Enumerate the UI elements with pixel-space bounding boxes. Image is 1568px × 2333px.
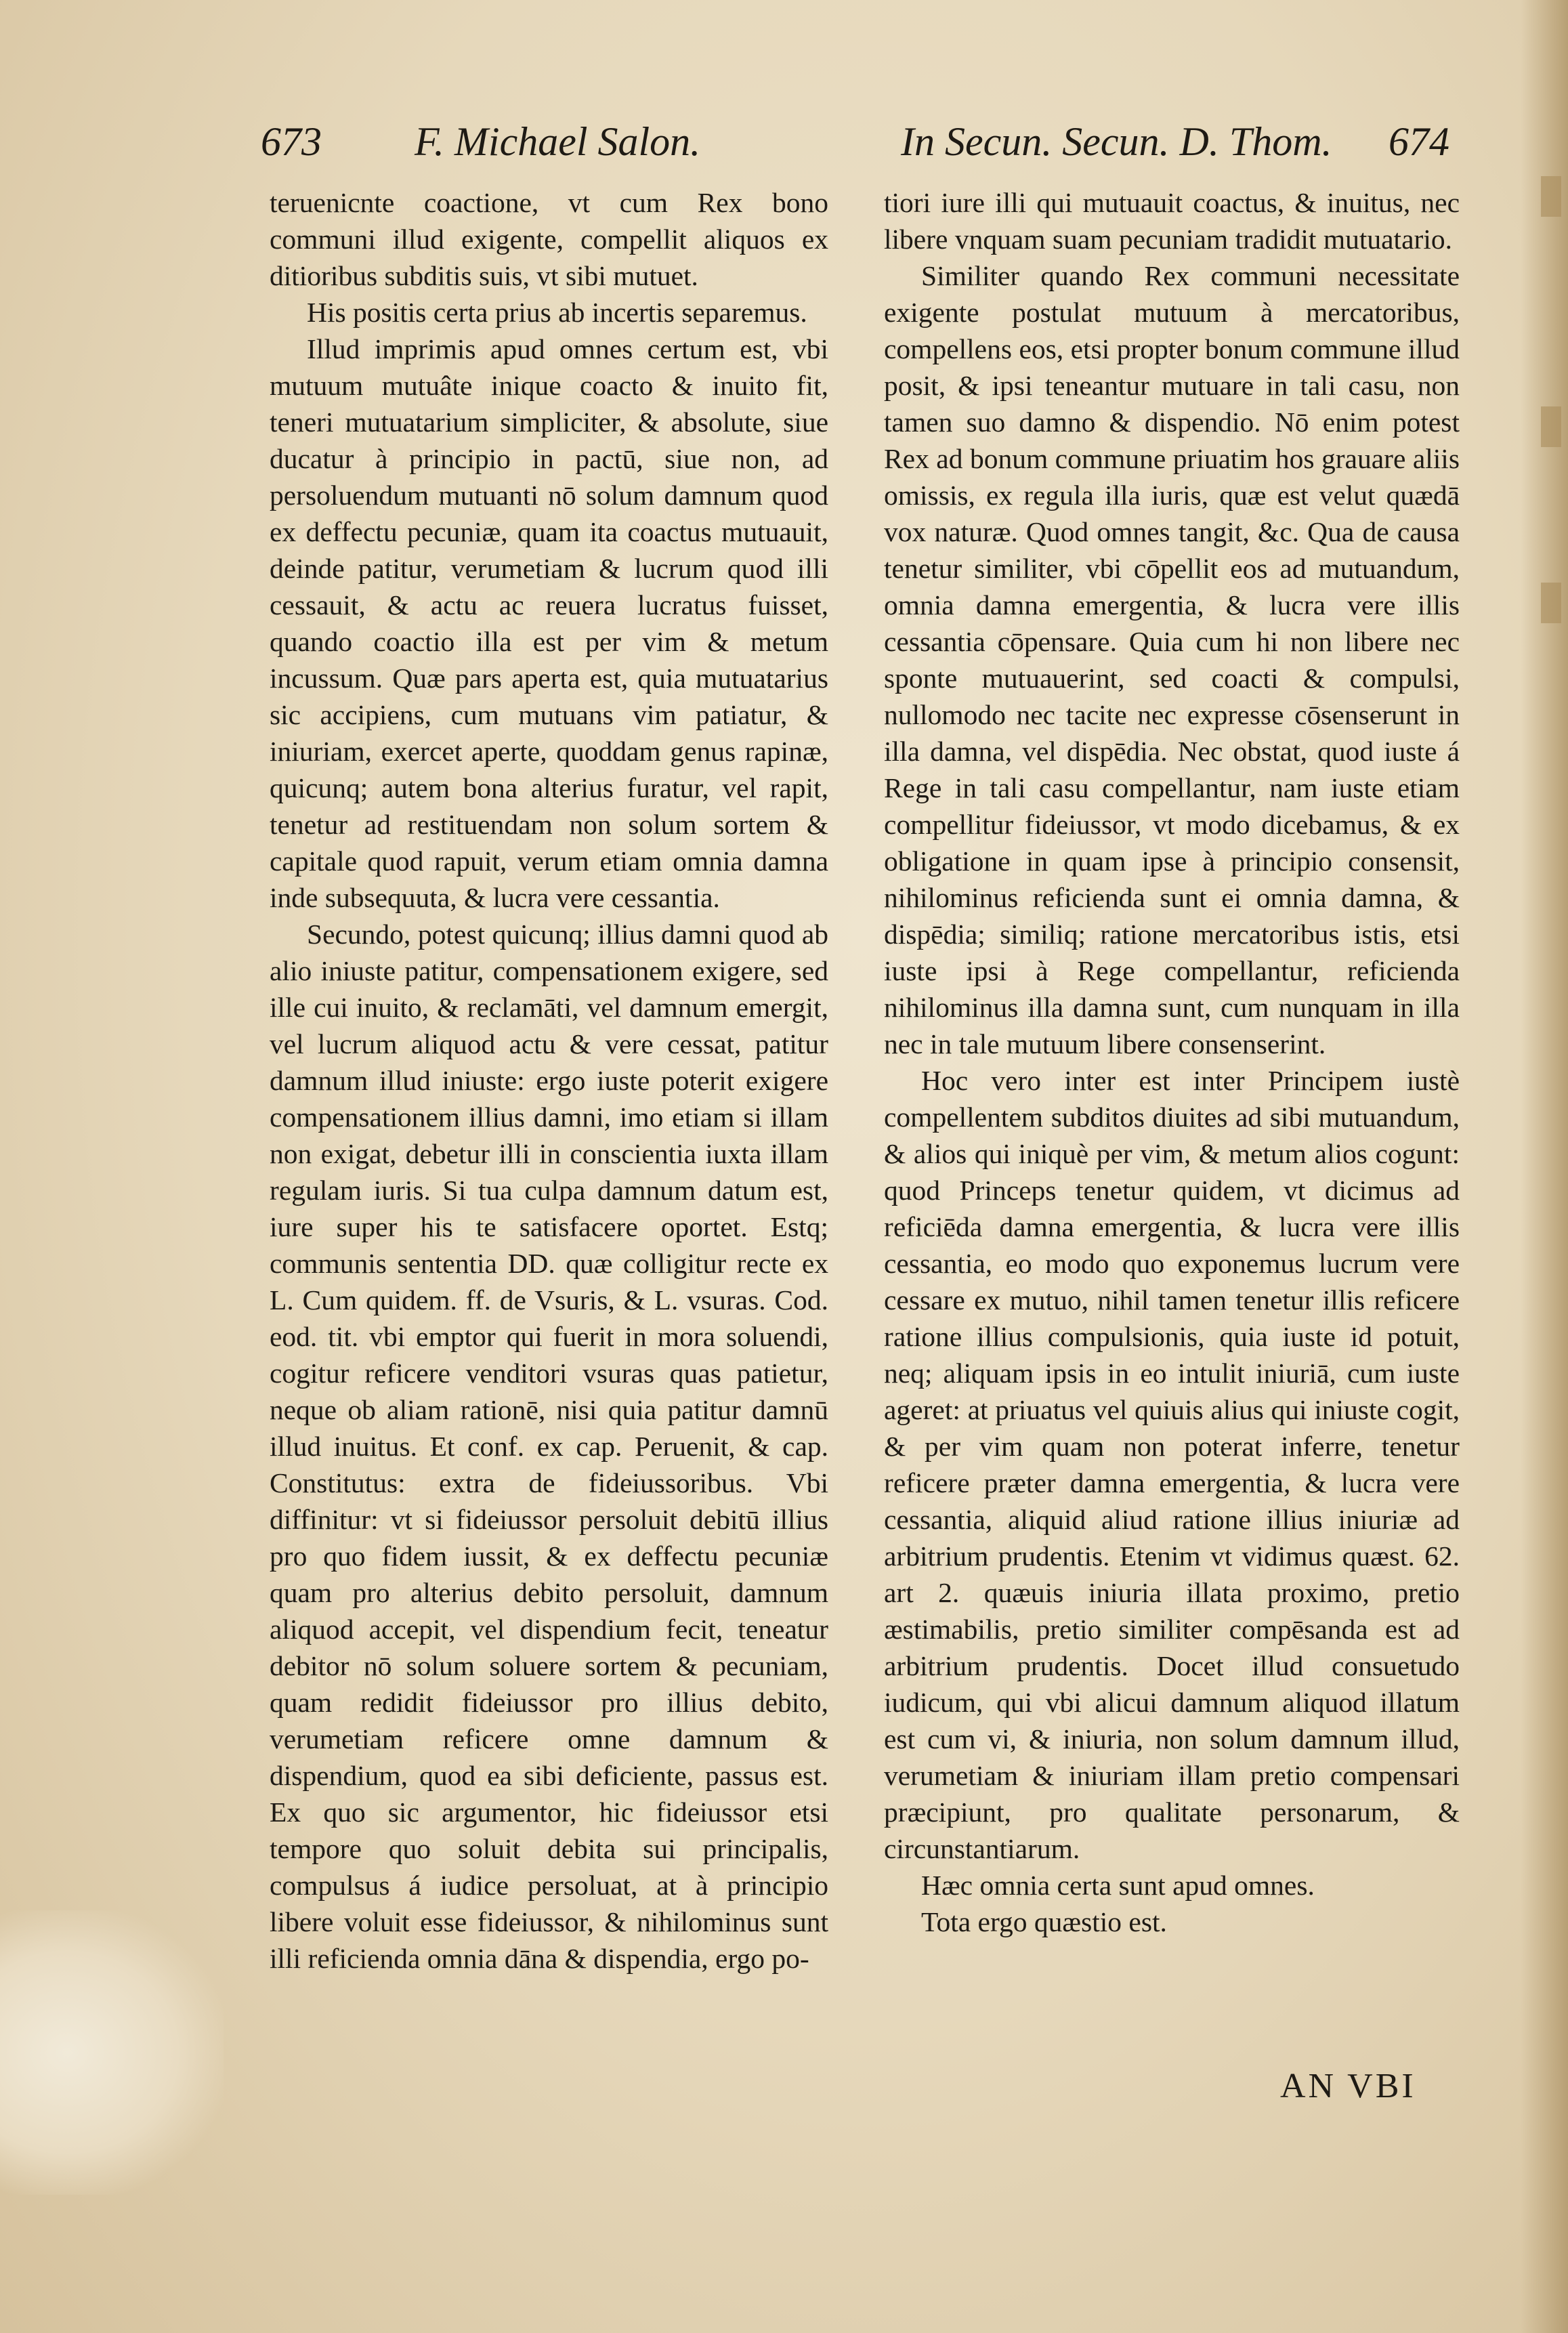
catchword: AN VBI [1280,2067,1416,2105]
left-column [270,184,828,1977]
paragraph: tiori iure illi qui mutuauit coactus, & inuitus, nec libere vnquam suam pecuniam tradidit mutuatario. [884,187,1460,255]
paper-stain [0,1910,224,2195]
right-column [884,184,1460,1940]
margin-mark [1541,406,1561,447]
margin-mark [1541,583,1561,623]
paragraph: Hoc vero inter est inter Principem iustè compellentem subditos diuites ad sibi mutuandum, & alios qui iniquè per vim, & metum alios cogunt: quod Princeps tenetur quidem, vt dicimus ad reficiēda damna emergentia, & lucra vere illis cessantia, eo modo quo exponemus lucrum vere cessare ex mutuo, nihil tamen tenetur illis reficere ratione illius compulsionis, quia iuste id potuit, neq; aliquam ipsis in eo intulit iniuriā, cum iuste ageret: at priuatus vel quiuis alius qui iniuste cogit, & per vim quam non poterat inferre, tenetur reficere præter damna emergentia, & lucra vere cessantia, aliquid aliud ratione illius iniuriæ ad arbitrium prudentis. Etenim vt vidimus quæst. 62. art 2. quæuis iniuria illata proximo, pretio æstimabilis, pretio similiter compēsanda est ad arbitrium prudentis. Docet illud consuetudo iudicum, qui vbi alicui damnum aliquod illatum est cum vi, & iniuria, non solum damnum illud, verumetiam & iniuriam illam pretio compensari præcipiunt, pro qualitate personarum, & circunstantiarum. [884,1065,1460,1864]
left-page-number: 673 [261,119,322,164]
right-running-title: In Secun. Secun. D. Thom. [901,119,1332,164]
paragraph: His positis certa prius ab incertis separemus. [307,297,807,328]
margin-mark [1541,176,1561,217]
right-page-number: 674 [1389,119,1449,164]
page-edge-shadow [1521,0,1568,2333]
left-running-title: F. Michael Salon. [415,119,701,164]
paragraph: Secundo, potest quicunq; illius damni quod ab alio iniuste patitur, compensationem exigere, sed ille cui inuito, & reclamāti, vel damnum emergit, vel lucrum aliquod actu & vere cessat, patitur damnum illud iniuste: ergo iuste poterit exigere compensationem illius damni, imo etiam si illam non exigat, debetur illi in conscientia iuxta illam regulam iuris. Si tua culpa damnum datum est, iure super his te satisfacere oportet. Estq; communis sententia DD. quæ colligitur recte ex L. Cum quidem. ff. de Vsuris, & L. vsuras. Cod. eod. tit. vbi emptor qui fuerit in mora soluendi, cogitur reficere venditori vsuras quas patietur, neque ob aliam rationē, nisi quia patitur damnū illud inuitus. Et conf. ex cap. Peruenit, & cap. Constitutus: extra de fideiussoribus. Vbi diffinitur: vt si fideiussor persoluit debitū illius pro quo fidem iussit, & ex deffectu pecuniæ quam pro alterius debito persoluit, damnum aliquod accepit, vel dispendium fecit, teneatur debitor nō solum soluere sortem & pecuniam, quam redidit fideiussor pro illius debito, verumetiam reficere omne damnum & dispendium, quod ea sibi deficiente, passus est. Ex quo sic argumentor, hic fideiussor etsi tempore quo soluit debita sui principalis, compulsus á iudice persoluat, at à principio libere voluit esse fideiussor, & nihilominus sunt illi reficienda omnia dāna & dispendia, ergo po- [270,919,828,1974]
paragraph: Similiter quando Rex communi necessitate exigente postulat mutuum à mercatoribus, compellens eos, etsi propter bonum commune illud posit, & ipsi teneantur mutuare in tali casu, non tamen suo damno & dispendio. Nō enim potest Rex ad bonum commune priuatim hos grauare aliis omissis, ex regula illa iuris, quæ est velut quædā vox naturæ. Quod omnes tangit, &c. Qua de causa tenetur similiter, vbi cōpellit eos ad mutuandum, omnia damna emergentia, & lucra vere illis cessantia cōpensare. Quia cum hi non libere nec sponte mutuauerint, sed coacti & compulsi, nullomodo nec tacite nec expresse cōsenserunt in illa damna, vel dispēdia. Nec obstat, quod iuste á Rege in tali casu compellantur, nam iuste etiam compellitur fideiussor, vt modo dicebamus, & ex obligatione in quam ipse à principio consensit, nihilominus reficienda sunt ei omnia damna, & dispēdia; similiq; ratione mercatoribus istis, etsi iuste ipsi à Rege compellantur, reficienda nihilominus illa damna sunt, cum nunquam in illa nec in tale mutuum libere consenserint. [884,260,1460,1059]
paragraph: Tota ergo quæstio est. [921,1906,1167,1937]
paragraph: Illud imprimis apud omnes certum est, vbi mutuum mutuâte inique coacto & inuito fit, teneri mutuatarium simpliciter, & absolute, siue ducatur à principio in pactū, siue non, ad persoluendum mutuanti nō solum damnum quod ex deffectu pecuniæ, quam ita coactus mutuauit, deinde patitur, verumetiam & lucrum quod illi cessauit, & actu ac reuera lucratus fuisset, quando coactio illa est per vim & metum incussum. Quæ pars aperta est, quia mutuatarius sic accipiens, cum mutuans vim patiatur, & iniuriam, exercet aperte, quoddam genus rapinæ, quicunq; autem bona alterius furatur, vel rapit, tenetur ad restituendam non solum sortem & capitale quod rapuit, verum etiam omnia damna inde subsequuta, & lucra vere cessantia. [270,333,828,913]
paragraph: teruenicnte coactione, vt cum Rex bono communi illud exigente, compellit aliquos ex ditioribus subditis suis, vt sibi mutuet. [270,187,828,291]
paragraph: Hæc omnia certa sunt apud omnes. [921,1870,1315,1901]
